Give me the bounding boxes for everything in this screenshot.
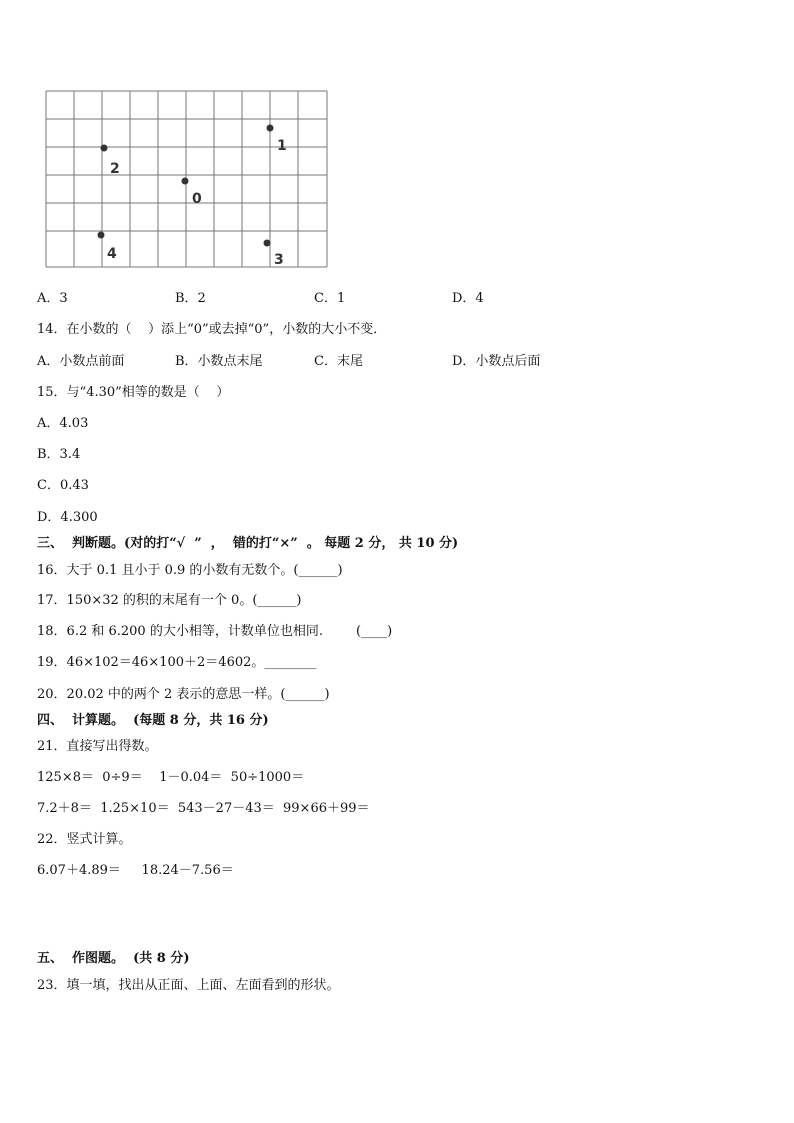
q13-option-a: A．3 [37,291,68,306]
q15-option-c: C．0.43 [37,478,89,493]
section-4-title: 四、 计算题。 (每题 8 分，共 16 分) [37,713,269,728]
q15-option-a: A．4.03 [37,416,89,431]
q20-text: 20．20.02 中的两个 2 表示的意思一样。(______) [37,687,330,702]
q13-option-c: C．1 [314,291,346,306]
q17-text: 17．150×32 的积的末尾有一个 0。(______) [37,593,302,608]
q21-row-2: 7.2＋8＝ 1.25×10＝ 543－27－43＝ 99×66＋99＝ [37,801,370,816]
point-2-dot [101,145,108,152]
q14-option-d: D．小数点后面 [452,354,541,369]
grid-figure [45,90,328,268]
q18-text: 18．6.2 和 6.200 的大小相等，计数单位也相同. (____) [37,624,393,639]
q15-text: 15．与“4.30”相等的数是（ ） [37,385,230,400]
q23-text: 23．填一填，找出从正面、上面、左面看到的形状。 [37,978,340,993]
point-1-label: 1 [277,138,287,154]
q21-text: 21．直接写出得数。 [37,739,158,754]
q14-option-a: A．小数点前面 [37,354,125,369]
point-0-label: 0 [192,191,202,207]
section-3-title: 三、 判断题。(对的打“√ ” ， 错的打“×” 。 每题 2 分， 共 10 分) [37,536,459,551]
q15-option-d: D．4.300 [37,510,98,525]
point-4-dot [98,232,105,239]
point-0-dot [182,178,189,185]
q22-text: 22．竖式计算。 [37,832,132,847]
q14-option-c: C．末尾 [314,354,363,369]
point-3-dot [264,240,271,247]
point-1-dot [267,125,274,132]
q16-text: 16．大于 0.1 且小于 0.9 的小数有无数个。(______) [37,563,343,578]
q19-text: 19．46×102＝46×100＋2＝4602。________ [37,655,317,670]
point-3-label: 3 [274,252,284,268]
q14-text: 14．在小数的（ ）添上“0”或去掉“0”，小数的大小不变． [37,322,387,337]
q15-option-b: B．3.4 [37,447,81,462]
point-4-label: 4 [107,246,117,262]
section-5-title: 五、 作图题。 (共 8 分) [37,951,190,966]
q13-option-d: D．4 [452,291,484,306]
point-2-label: 2 [110,161,120,177]
q13-option-b: B．2 [175,291,206,306]
q21-row-1: 125×8＝ 0÷9＝ 1－0.04＝ 50÷1000＝ [37,770,305,785]
q22-row: 6.07＋4.89＝ 18.24－7.56＝ [37,863,234,878]
q14-option-b: B．小数点末尾 [175,354,263,369]
